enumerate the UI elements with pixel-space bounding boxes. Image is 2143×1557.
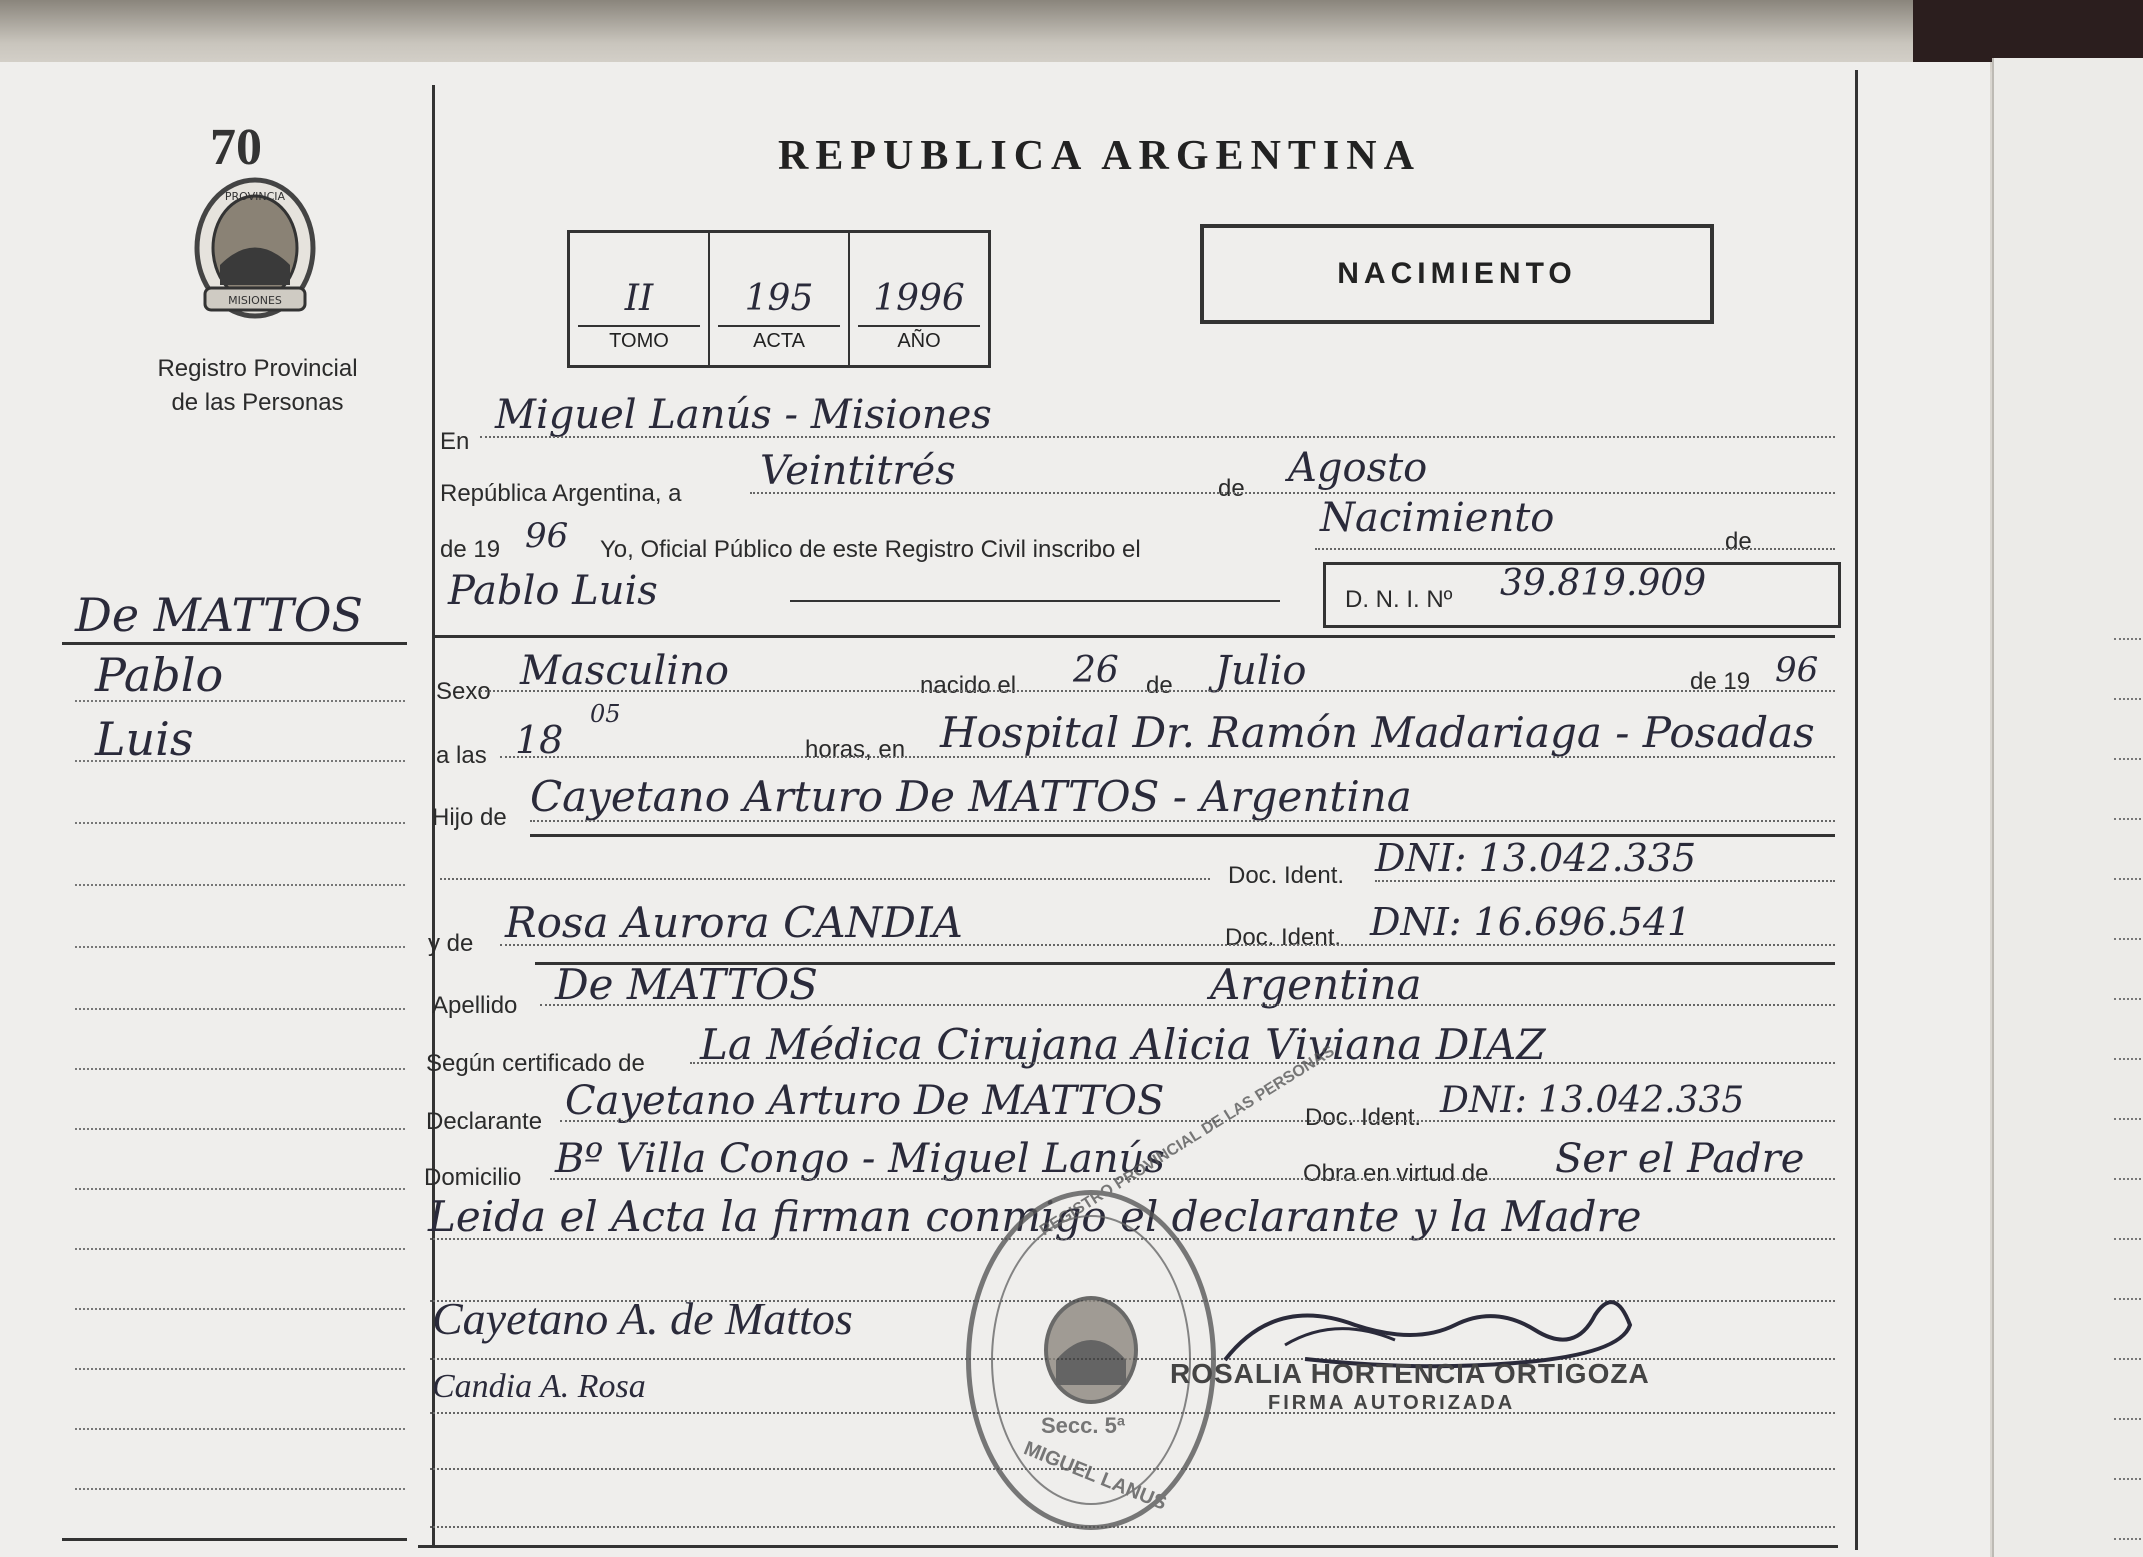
stamp-section: Secc. 5ª (1041, 1413, 1125, 1438)
republica-label: República Argentina, a (440, 480, 682, 507)
de-label-3: de (1146, 672, 1173, 699)
declarante-doc-value: DNI: 13.042.335 (1440, 1080, 1745, 1121)
acta-cell (710, 233, 850, 365)
acta-value: 195 (744, 278, 814, 319)
background-shadow (1913, 0, 2143, 62)
registry-name (120, 352, 395, 420)
obra-value: Ser el Padre (1555, 1136, 1805, 1182)
record-type-box: NACIMIENTO (1200, 224, 1714, 324)
mother-doc-value: DNI: 16.696.541 (1370, 900, 1692, 944)
sidebar-first-name: Pablo (95, 648, 224, 702)
hijo-label: Hijo de (432, 804, 507, 831)
place-value: Miguel Lanús - Misiones (495, 392, 992, 438)
en-label: En (440, 428, 470, 455)
lectura-text: Leida el Acta la firman conmigo el declarante y la Madre (428, 1192, 1642, 1241)
sexo-value: Masculino (520, 648, 729, 694)
declarante-value: Cayetano Arturo De MATTOS (565, 1078, 1165, 1124)
stamp-text-bottom: MIGUEL LANUS (1020, 1437, 1170, 1515)
father-value: Cayetano Arturo De MATTOS - Argentina (530, 772, 1412, 821)
birth-day-value: 26 (1073, 650, 1119, 691)
year-prefix: de 19 (440, 536, 501, 563)
certifier-value: La Médica Cirujana Alicia Viviana DIAZ (700, 1020, 1546, 1069)
horas-label: horas, en (805, 736, 906, 763)
day-value: Veintitrés (760, 448, 956, 494)
domicilio-value: Bº Villa Congo - Miguel Lanús (555, 1136, 1165, 1182)
provincial-seal-icon (185, 170, 325, 330)
act-type-value: Nacimiento (1320, 495, 1555, 541)
dni-value: 39.819.909 (1500, 563, 1707, 604)
apellido-value: De MATTOS (555, 960, 818, 1009)
ano-cell (850, 233, 988, 365)
birth-year-suffix: 96 (1775, 650, 1819, 690)
de-label: de (1218, 475, 1245, 502)
sexo-label: Sexo (436, 678, 491, 705)
oficial-text: Yo, Oficial Público de este Registro Civil inscribo el (600, 536, 1141, 563)
registry-line-1: Registro Provincial (157, 355, 358, 382)
signature-father: Cayetano A. de Mattos (432, 1293, 853, 1344)
doc-ident-label-2: Doc. Ident. (1225, 924, 1342, 951)
mother-value: Rosa Aurora CANDIA (505, 898, 963, 947)
birth-year-prefix: de 19 (1690, 668, 1751, 695)
next-page-edge (1992, 58, 2143, 1557)
registry-line-2: de las Personas (171, 389, 344, 416)
a-las-label: a las (436, 742, 487, 769)
sidebar-middle-name: Luis (95, 712, 194, 766)
signature-mother: Candia A. Rosa (432, 1368, 646, 1405)
declarante-label: Declarante (426, 1108, 543, 1135)
folio-number: 70 (210, 119, 262, 176)
doc-ident-label-1: Doc. Ident. (1228, 862, 1345, 889)
tomo-label: TOMO (609, 330, 669, 352)
nacido-label: nacido el (920, 672, 1017, 699)
tomo-value: II (624, 278, 654, 319)
ano-value: 1996 (873, 278, 965, 319)
country-title: REPUBLICA ARGENTINA (778, 133, 1421, 179)
stamp-text-top: REGISTRO PROVINCIAL DE LAS PERSONAS (1037, 1042, 1338, 1240)
birth-place-value: Hospital Dr. Ramón Madariaga - Posadas (940, 708, 1815, 757)
right-rule (1855, 70, 1858, 1550)
stamp-emblem-icon (1036, 1290, 1146, 1410)
tomo-cell (570, 233, 710, 365)
seal-text-bottom: MISIONES (228, 294, 282, 307)
birth-month-value: Julio (1215, 648, 1307, 694)
nationality-value: Argentina (1210, 960, 1422, 1009)
sidebar-surname: De MATTOS (75, 588, 363, 642)
person-name-value: Pablo Luis (448, 568, 658, 614)
y-de-label: y de (428, 930, 474, 957)
domicilio-label: Domicilio (424, 1164, 522, 1191)
doc-ident-label-3: Doc. Ident. (1305, 1104, 1422, 1131)
dni-label: D. N. I. Nº (1345, 586, 1453, 613)
seal-text-top: PROVINCIA (224, 190, 286, 203)
obra-label: Obra en virtud de (1303, 1160, 1489, 1187)
official-title: FIRMA AUTORIZADA (1268, 1392, 1516, 1414)
official-name: ROSALIA HORTENCIA ORTIGOZA (1170, 1358, 1650, 1389)
certificado-label: Según certificado de (426, 1050, 645, 1077)
father-doc-value: DNI: 13.042.335 (1375, 836, 1697, 880)
year-suffix: 96 (525, 516, 569, 556)
de-label-2: de (1725, 528, 1752, 555)
ano-label: AÑO (897, 330, 941, 352)
acta-label: ACTA (753, 330, 805, 352)
apellido-label: Apellido (432, 992, 518, 1019)
minutes-value: 05 (590, 700, 621, 728)
month-value: Agosto (1288, 445, 1428, 491)
volume-box (567, 230, 991, 368)
hour-value: 18 (515, 718, 564, 762)
